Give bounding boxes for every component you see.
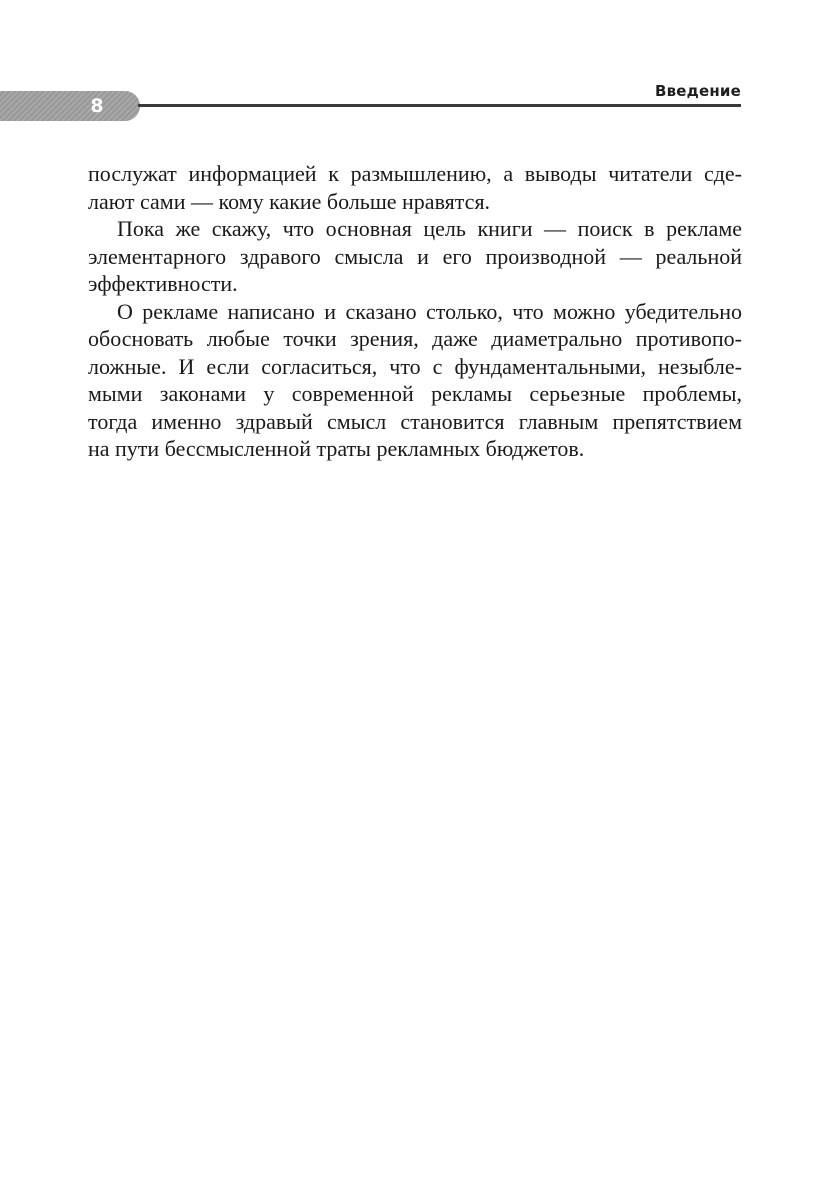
text-line: послужат информацией к размышлению, а выводы читатели сде- (88, 161, 742, 186)
text-line: тогда именно здравый смысл становится главным препятствием (88, 408, 742, 434)
running-head: Введение (654, 82, 741, 100)
text-line: ложные. И если согласиться, что с фундаментальными, незыбле- (88, 353, 742, 379)
header-rule (138, 104, 741, 107)
paragraph (88, 298, 742, 463)
text-line: эффективности. (88, 271, 238, 296)
paragraph (88, 215, 742, 298)
page-number-tab (0, 91, 140, 121)
text-line: элементарного здравого смысла и его производной — реальной (88, 243, 742, 269)
text-line: лают сами — кому какие больше нравятся. (88, 188, 491, 214)
body-text (88, 160, 742, 463)
text-line: обосновать любые точки зрения, даже диаметрально противопо- (88, 326, 742, 351)
text-line: Пока же скажу, что основная цель книги — поиск в рекламе (117, 216, 742, 241)
paragraph (88, 160, 742, 215)
text-line: на пути бессмысленной траты рекламных бюджетов. (88, 436, 585, 461)
page-number: 8 (90, 95, 104, 117)
text-line: О рекламе написано и сказано столько, что можно убедительно (117, 298, 742, 324)
text-line: мыми законами у современной рекламы серьезные проблемы, (88, 381, 742, 406)
